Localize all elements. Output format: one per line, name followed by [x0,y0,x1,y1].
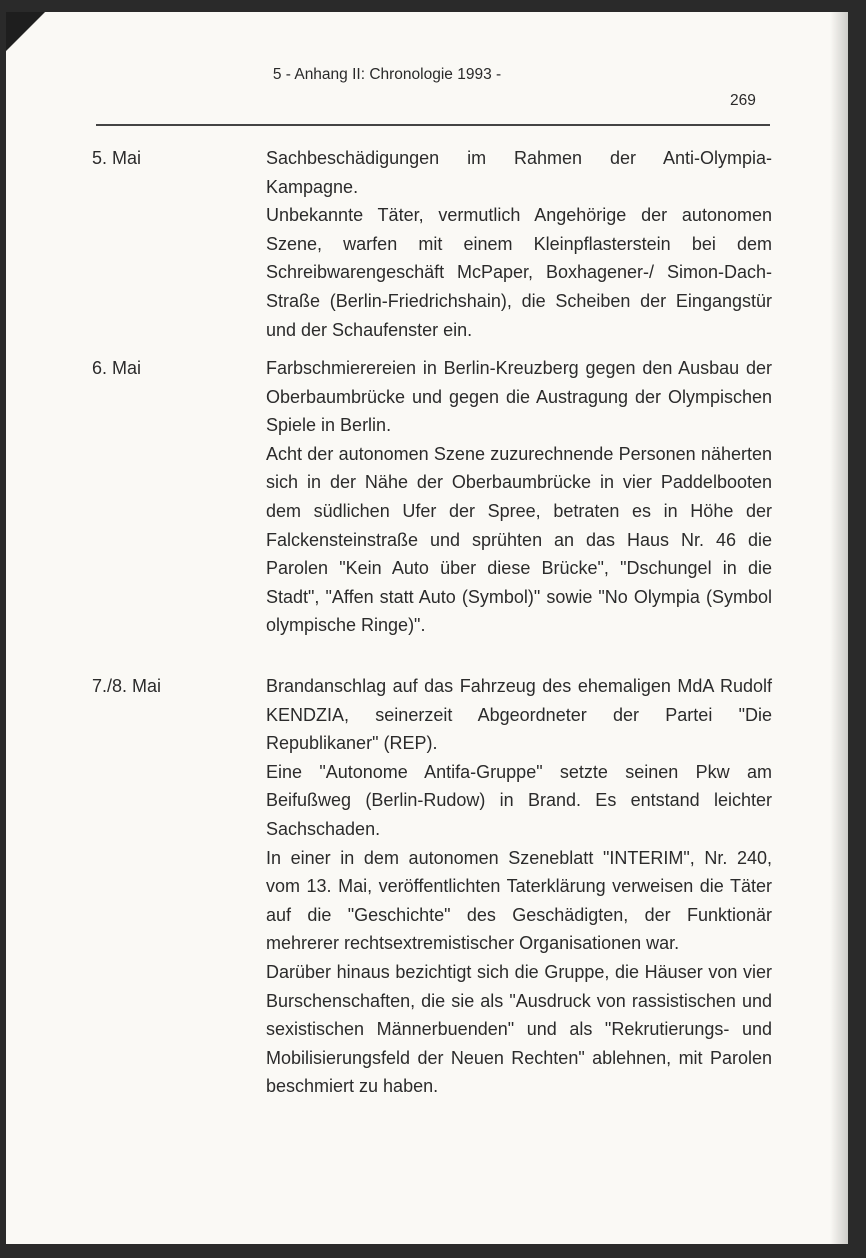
entry-date: 6. Mai [92,358,142,378]
document-page [6,12,848,1244]
entry-body [266,354,772,640]
entry-paragraph: Acht der autonomen Szene zuzurechnende Personen näherten sich in der Nähe der Oberbaumbrücke in vier Paddelbooten dem südlichen Ufer der Spree, betraten es in Höhe der Falckensteinstraße und sprühten an das Haus Nr. 46 die Parolen "Kein Auto über diese Brücke", "Dschungel in die Stadt", "Affen statt Auto (Symbol)" sowie "No Olympia (Symbol olympische Ringe)". [266,443,772,636]
entry-date: 7./8. Mai [92,676,162,696]
entry-body [266,144,772,344]
entry-date: 5. Mai [92,148,142,168]
entry-paragraph: Eine "Autonome Antifa-Gruppe" setzte seinen Pkw am Beifußweg (Berlin-Rudow) in Brand. Es entstand leichter Sachschaden. [266,761,772,839]
running-title: 5 - Anhang II: Chronologie 1993 - [272,66,502,83]
entry-paragraph: Unbekannte Täter, vermutlich Angehörige der autonomen Szene, warfen mit einem Kleinpflasterstein bei dem Schreibwarengeschäft McPaper, Boxhagener-/ Simon-Dach-Straße (Berlin-Friedrichshain), die Scheiben der Eingangstür und der Schaufenster ein. [266,205,772,340]
header-rule [96,124,770,126]
entry-paragraph: Sachbeschädigungen im Rahmen der Anti-Olympia-Kampagne. [266,148,772,197]
scan-corner-shadow [6,12,76,52]
entry-body [266,672,772,1101]
book-gutter-shadow [830,12,848,1244]
entry-paragraph: Brandanschlag auf das Fahrzeug des ehemaligen MdA Rudolf KENDZIA, seinerzeit Abgeordneter der Partei "Die Republikaner" (REP). [266,676,772,754]
entry-paragraph: Darüber hinaus bezichtigt sich die Gruppe, die Häuser von vier Burschenschaften, die sie als "Ausdruck von rassistischen und sexistischen Männerbuenden" und als "Rekrutierungs- und Mobilisierungsfeld der Neuen Rechten" ablehnen, mit Parolen beschmiert zu haben. [266,961,772,1097]
entry-paragraph: Farbschmierereien in Berlin-Kreuzberg gegen den Ausbau der Oberbaumbrücke und gegen die Austragung der Olympischen Spiele in Berlin. [266,358,772,436]
page-number: 269 [730,92,756,109]
entry-paragraph: In einer in dem autonomen Szeneblatt "INTERIM", Nr. 240, vom 13. Mai, veröffentlichten Taterklärung verweisen die Täter auf die "Geschichte" des Geschädigten, der Funktionär mehrerer rechtsextremistischer Organisationen war. [266,847,772,954]
